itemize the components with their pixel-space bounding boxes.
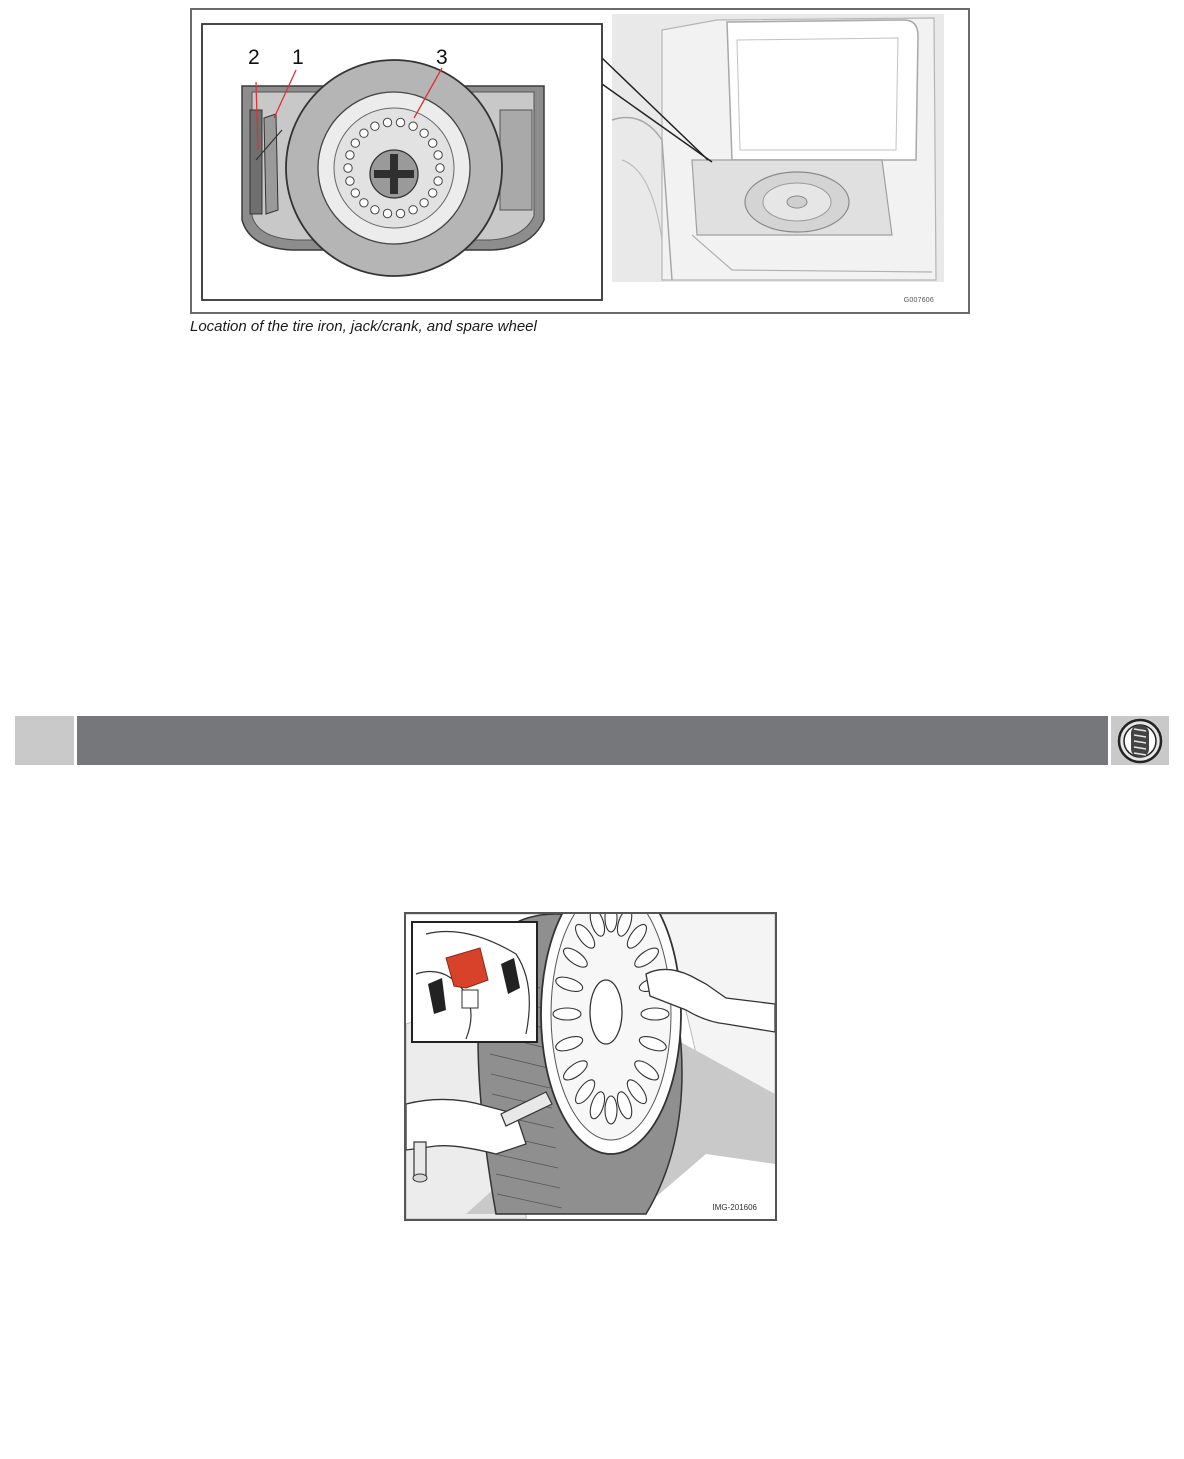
figure2-image-code: IMG-201606 [712,1203,757,1212]
spare-wheel-location-figure [190,8,970,314]
section-tab-marker [15,716,74,765]
tire-icon [1116,717,1164,765]
wheel-hole [434,177,442,185]
wheel-hole [383,118,391,126]
tire-iron [264,114,278,214]
wheel-hole [371,122,379,130]
section-header-bar [0,716,1184,767]
wheel-hole [396,209,404,217]
jack-crank [250,110,262,214]
wheel-hole [420,199,428,207]
wheel-hole [409,206,417,214]
wheel-nut-removal-figure [404,912,777,1221]
callout-2: 2 [248,46,260,69]
wheel-hole [429,139,437,147]
wheel-hole [346,177,354,185]
wheel-hole [371,206,379,214]
wheel-hole [434,151,442,159]
wheel-hole [383,209,391,217]
wheel-hole [344,164,352,172]
wheel-hole [429,189,437,197]
section-title-bar [77,716,1108,765]
wheel-illustration [406,914,775,1219]
wheel-hole [396,118,404,126]
section-icon-box [1111,716,1169,765]
figure1-caption: Location of the tire iron, jack/crank, and spare wheel [190,318,537,335]
wheel-hole [420,129,428,137]
wheel-hole [346,151,354,159]
wheel-spoke [605,1096,617,1124]
figure1-image-code: G007606 [903,297,934,304]
wheel-hole [360,129,368,137]
wheel-spoke [553,1008,581,1020]
wheel-hole [409,122,417,130]
wheel-hole [351,189,359,197]
wheel-hole [436,164,444,172]
callout-3: 3 [436,46,448,69]
trunk-illustration [192,10,968,312]
callout-1: 1 [292,46,304,69]
wheel-hole [360,199,368,207]
wheel-hole [351,139,359,147]
wheel-spoke [641,1008,669,1020]
